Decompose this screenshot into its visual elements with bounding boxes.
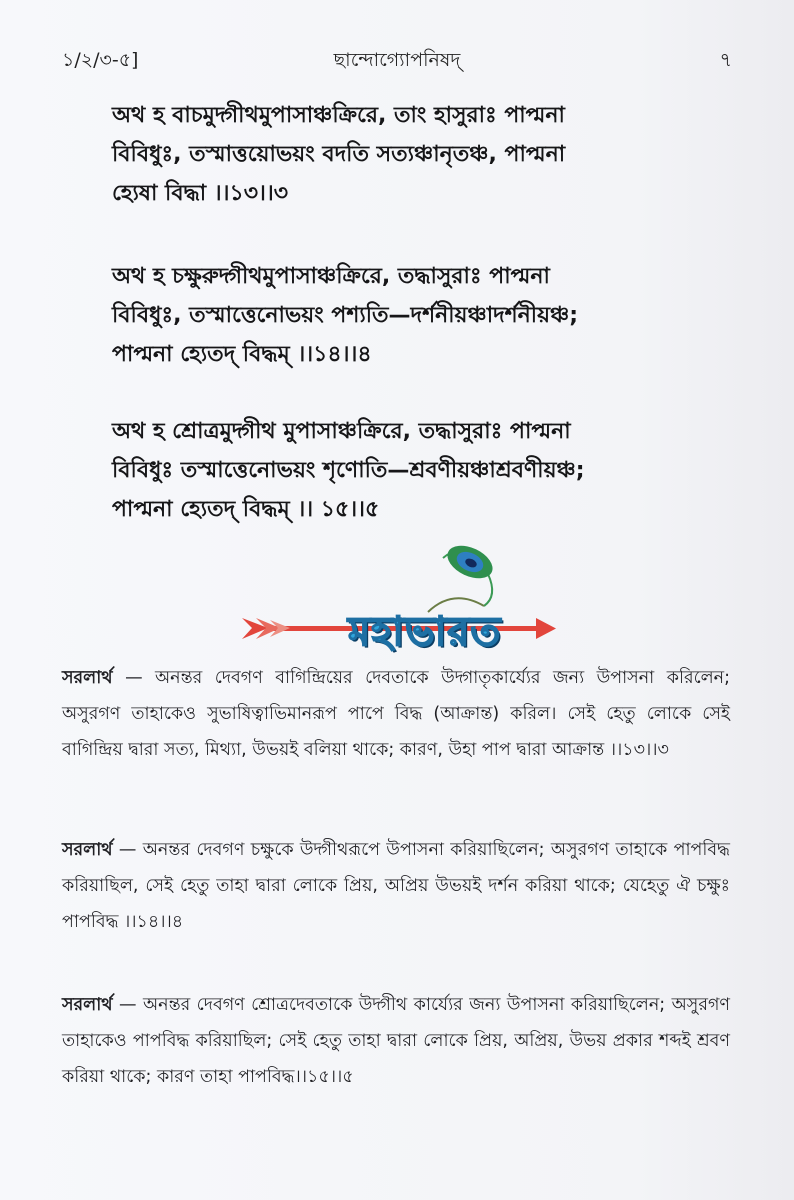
verse-line: হ্যেষা বিদ্ধা ।।১৩।।৩ <box>112 181 289 206</box>
book-title: ছান্দোগ্যোপনিষদ্ <box>333 49 461 71</box>
running-head <box>62 46 732 76</box>
verse-line: পাপ্মনা হ্যেতদ্ বিদ্ধম্ ।।১৪।।৪ <box>112 342 372 367</box>
verse-13 <box>112 96 752 213</box>
explanation-label: সরলার্থ <box>62 840 113 860</box>
explanation-text: — অনন্তর দেবগণ শ্রোত্রদেবতাকে উদ্গীথ কার্য্যের জন্য উপাসনা করিয়াছিলেন; অসুরগণ তাহাকেও পাপবিদ্ধ করিয়াছিল; সেই হেতু তাহা দ্বারা লোকে প্রিয়, অপ্রিয়, উভয় প্রকার শব্দই শ্রবণ করিয়া থাকে; কারণ তাহা পাপবিদ্ধ।।১৫।।৫ <box>62 995 730 1087</box>
logo-text: মহাভারত <box>348 609 502 655</box>
verse-line: বিবিধুঃ তস্মাত্তেনোভয়ং শৃণোতি—শ্রবণীয়ঞ্চাশ্রবণীয়ঞ্চ; <box>112 458 585 483</box>
verse-line: পাপ্মনা হ্যেতদ্ বিদ্ধম্ ।। ১৫।।৫ <box>112 497 380 522</box>
explanation-13 <box>62 660 730 768</box>
explanation-14 <box>62 832 730 940</box>
explanation-text: — অনন্তর দেবগণ বাগিন্দ্রিয়ের দেবতাকে উদ্গাতৃকার্য্যের জন্য উপাসনা করিলেন; অসুরগণ তাহাকেও সুভাষিত্বাভিমানরূপ পাপে বিদ্ধ (আক্রান্ত) করিল। সেই হেতু লোকে সেই বাগিন্দ্রিয় দ্বারা সত্য, মিথ্যা, উভয়ই বলিয়া থাকে; কারণ, উহা পাপ দ্বারা আক্রান্ত ।।১৩।।৩ <box>62 668 730 760</box>
verse-line: অথ হ চক্ষুরুদ্গীথমুপাসাঞ্চক্রিরে, তদ্ধাসুরাঃ পাপ্মনা <box>112 264 550 289</box>
explanation-label: সরলার্থ <box>62 995 113 1015</box>
mahabharat-logo <box>238 528 568 668</box>
section-reference: ১/২/৩-৫] <box>62 49 139 71</box>
verse-line: বিবিধুঃ, তস্মাত্তয়োভয়ং বদতি সত্যঞ্চানৃতঞ্চ, পাপ্মনা <box>112 142 566 167</box>
explanation-label: সরলার্থ <box>62 668 113 688</box>
verse-line: অথ হ বাচমুদ্গীথমুপাসাঞ্চক্রিরে, তাং হাসুরাঃ পাপ্মনা <box>112 103 565 128</box>
verse-line: অথ হ শ্রোত্রমুদ্গীথ মুপাসাঞ্চক্রিরে, তদ্ধাসুরাঃ পাপ্মনা <box>112 419 571 444</box>
explanation-15 <box>62 987 730 1095</box>
explanation-text: — অনন্তর দেবগণ চক্ষুকে উদ্গীথরূপে উপাসনা করিয়াছিলেন; অসুরগণ তাহাকে পাপবিদ্ধ করিয়াছিল, সেই হেতু তাহা দ্বারা লোকে প্রিয়, অপ্রিয় উভয়ই দর্শন করিয়া থাকে; যেহেতু ঐ চক্ষুঃ পাপবিদ্ধ ।।১৪।।৪ <box>62 840 730 932</box>
page-number: ৭ <box>719 49 732 71</box>
verse-14 <box>112 257 752 374</box>
verse-15 <box>112 412 752 529</box>
verse-line: বিবিধুঃ, তস্মাত্তেনোভয়ং পশ্যতি—দর্শনীয়ঞ্চাদর্শনীয়ঞ্চ; <box>112 303 579 328</box>
